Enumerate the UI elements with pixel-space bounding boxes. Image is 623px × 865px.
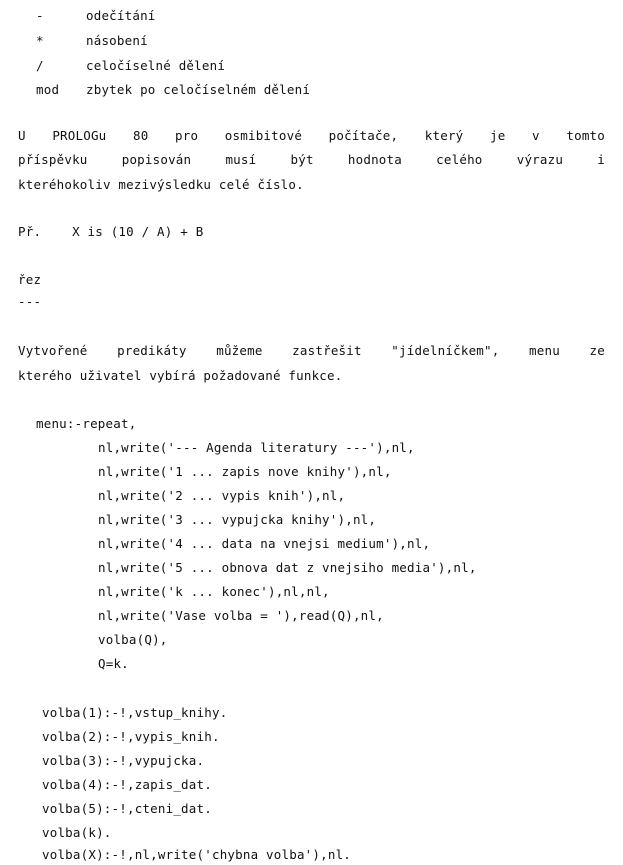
paragraph-line: U PROLOGu 80 pro osmibitové počítače, který je v tomto [18,128,605,143]
code-line: volba(Q), [98,632,168,647]
operator-description: násobení [86,33,148,48]
code-line: nl,write('--- Agenda literatury ---'),nl, [98,440,415,455]
code-line: nl,write('2 ... vypis knih'),nl, [98,488,346,503]
code-line: volba(1):-!,vstup_knihy. [42,705,228,720]
operator-symbol: mod [36,82,60,97]
code-line: volba(2):-!,vypis_knih. [42,729,220,744]
code-line: Q=k. [98,656,129,671]
code-line: nl,write('5 ... obnova dat z vnejsiho media'),nl, [98,560,477,575]
code-line: nl,write('3 ... vypujcka knihy'),nl, [98,512,377,527]
code-line: nl,write('k ... konec'),nl,nl, [98,584,330,599]
operator-description: zbytek po celočíselném dělení [86,82,311,97]
paragraph-line: Vytvořené predikáty můžeme zastřešit "jídelníčkem", menu ze [18,343,605,358]
code-line: volba(3):-!,vypujcka. [42,753,205,768]
section-rule: --- [18,294,42,309]
code-line: volba(4):-!,zapis_dat. [42,777,212,792]
code-line: nl,write('Vase volba = '),read(Q),nl, [98,608,384,623]
code-line: volba(5):-!,cteni_dat. [42,801,212,816]
code-line: volba(k). [42,825,112,840]
operator-description: odečítání [86,8,156,23]
paragraph-line: příspěvku popisován musí být hodnota celého výrazu i [18,152,605,167]
operator-symbol: / [36,58,44,73]
paragraph-line: kterého uživatel vybírá požadované funkce. [18,368,343,383]
paragraph-line: kteréhokoliv mezivýsledku celé číslo. [18,177,304,192]
example-line: Př. X is (10 / A) + B [18,224,204,239]
code-line: volba(X):-!,nl,write('chybna volba'),nl. [42,847,352,862]
code-line: nl,write('1 ... zapis nove knihy'),nl, [98,464,392,479]
section-heading: řez [18,272,42,287]
operator-description: celočíselné dělení [86,58,226,73]
code-line: nl,write('4 ... data na vnejsi medium'),nl, [98,536,431,551]
operator-symbol: * [36,33,44,48]
operator-symbol: - [36,8,44,23]
code-line: menu:-repeat, [36,416,137,431]
